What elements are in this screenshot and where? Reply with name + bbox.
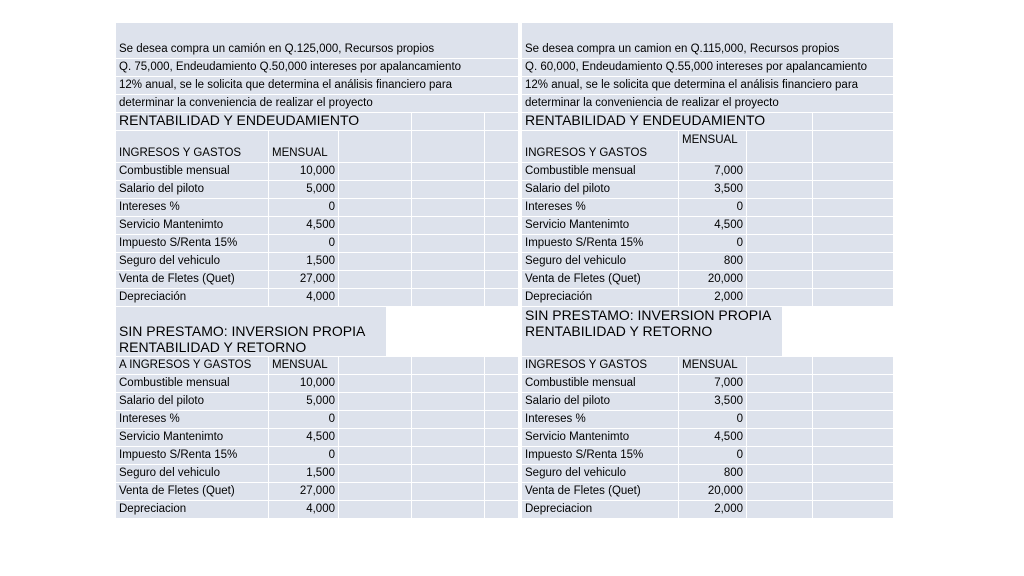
empty-cell — [747, 375, 812, 392]
row-label: Impuesto S/Renta 15% — [522, 235, 678, 252]
empty-cell — [339, 253, 411, 270]
empty-cell — [339, 375, 411, 392]
empty-cell — [412, 163, 484, 180]
empty-cell — [485, 199, 518, 216]
empty-cell — [485, 393, 518, 410]
empty-cell — [339, 393, 411, 410]
empty-cell — [485, 357, 518, 374]
row-value: 1,500 — [269, 465, 338, 482]
empty-cell — [485, 113, 518, 130]
row-value: 0 — [269, 411, 338, 428]
empty-cell — [412, 357, 484, 374]
empty-cell — [747, 217, 812, 234]
row-value: 4,000 — [269, 501, 338, 518]
column-header: MENSUAL — [679, 131, 746, 162]
empty-cell — [747, 393, 812, 410]
row-label: Venta de Fletes (Quet) — [116, 271, 268, 288]
empty-cell — [485, 217, 518, 234]
empty-cell — [339, 131, 411, 162]
row-value: 0 — [679, 235, 746, 252]
row-label: Seguro del vehiculo — [522, 253, 678, 270]
empty-cell — [747, 483, 812, 500]
empty-cell — [339, 181, 411, 198]
empty-cell — [813, 113, 893, 130]
row-label: Combustible mensual — [116, 375, 268, 392]
row-label: Salario del piloto — [116, 393, 268, 410]
empty-cell — [412, 501, 484, 518]
header-line: 12% anual, se le solicita que determina el análisis financiero para — [116, 77, 518, 94]
empty-cell — [813, 357, 893, 374]
row-value: 3,500 — [679, 393, 746, 410]
row-value: 0 — [679, 199, 746, 216]
empty-cell — [747, 411, 812, 428]
empty-cell — [813, 235, 893, 252]
row-label: Servicio Mantenimto — [116, 217, 268, 234]
row-label: Depreciacion — [116, 501, 268, 518]
row-value: 20,000 — [679, 271, 746, 288]
empty-cell — [813, 131, 893, 162]
header-line: Q. 60,000, Endeudamiento Q.55,000 intereses por apalancamiento — [522, 59, 893, 76]
empty-cell — [412, 235, 484, 252]
row-label: Impuesto S/Renta 15% — [522, 447, 678, 464]
row-value: 0 — [269, 235, 338, 252]
empty-cell — [747, 181, 812, 198]
empty-cell — [747, 501, 812, 518]
header-line: 12% anual, se le solicita que determina el análisis financiero para — [522, 77, 893, 94]
empty-cell — [339, 199, 411, 216]
empty-cell — [485, 447, 518, 464]
row-value: 0 — [269, 199, 338, 216]
header-line: Se desea compra un camion en Q.115,000, Recursos propios — [522, 23, 893, 58]
empty-cell — [412, 393, 484, 410]
empty-cell — [485, 465, 518, 482]
row-label: Servicio Mantenimto — [522, 217, 678, 234]
empty-cell — [747, 163, 812, 180]
row-value: 2,000 — [679, 501, 746, 518]
empty-cell — [339, 483, 411, 500]
row-label: Combustible mensual — [116, 163, 268, 180]
row-label: Intereses % — [116, 411, 268, 428]
row-value: 27,000 — [269, 271, 338, 288]
row-label: Salario del piloto — [522, 393, 678, 410]
column-header: A INGRESOS Y GASTOS — [116, 357, 268, 374]
empty-cell — [813, 375, 893, 392]
row-label: Seguro del vehiculo — [116, 253, 268, 270]
row-value: 5,000 — [269, 393, 338, 410]
empty-cell — [412, 483, 484, 500]
empty-cell — [485, 501, 518, 518]
empty-cell — [485, 483, 518, 500]
row-label: Venta de Fletes (Quet) — [522, 271, 678, 288]
row-label: Impuesto S/Renta 15% — [116, 235, 268, 252]
empty-cell — [747, 357, 812, 374]
row-value: 800 — [679, 465, 746, 482]
empty-cell — [412, 181, 484, 198]
empty-cell — [747, 271, 812, 288]
row-value: 0 — [679, 447, 746, 464]
empty-cell — [485, 411, 518, 428]
header-line: determinar la conveniencia de realizar el proyecto — [116, 95, 518, 112]
empty-cell — [747, 131, 812, 162]
row-label: Venta de Fletes (Quet) — [116, 483, 268, 500]
column-header: INGRESOS Y GASTOS — [522, 131, 678, 162]
empty-cell — [813, 429, 893, 446]
empty-cell — [412, 199, 484, 216]
empty-cell — [339, 501, 411, 518]
row-value: 10,000 — [269, 375, 338, 392]
header-line: Q. 75,000, Endeudamiento Q.50,000 intereses por apalancamiento — [116, 59, 518, 76]
section-title: RENTABILIDAD Y ENDEUDAMIENTO — [522, 113, 812, 130]
empty-cell — [485, 429, 518, 446]
empty-cell — [813, 253, 893, 270]
empty-cell — [339, 271, 411, 288]
row-label: Servicio Mantenimto — [116, 429, 268, 446]
empty-cell — [813, 393, 893, 410]
empty-cell — [813, 289, 893, 306]
row-value: 0 — [679, 411, 746, 428]
empty-cell — [747, 465, 812, 482]
row-value: 2,000 — [679, 289, 746, 306]
empty-cell — [339, 411, 411, 428]
empty-cell — [813, 199, 893, 216]
row-value: 3,500 — [679, 181, 746, 198]
row-label: Servicio Mantenimto — [522, 429, 678, 446]
empty-cell — [412, 289, 484, 306]
empty-cell — [747, 199, 812, 216]
empty-cell — [412, 447, 484, 464]
empty-cell — [485, 271, 518, 288]
row-label: Salario del piloto — [522, 181, 678, 198]
empty-cell — [485, 253, 518, 270]
empty-cell — [412, 217, 484, 234]
empty-cell — [485, 235, 518, 252]
row-value: 7,000 — [679, 375, 746, 392]
empty-cell — [412, 271, 484, 288]
row-value: 4,500 — [679, 429, 746, 446]
column-header: INGRESOS Y GASTOS — [116, 131, 268, 162]
empty-cell — [813, 447, 893, 464]
section-title: RENTABILIDAD Y ENDEUDAMIENTO — [116, 113, 411, 130]
row-value: 10,000 — [269, 163, 338, 180]
empty-cell — [485, 375, 518, 392]
header-line: Se desea compra un camión en Q.125,000, Recursos propios — [116, 23, 518, 58]
empty-cell — [412, 253, 484, 270]
empty-cell — [813, 465, 893, 482]
row-value: 5,000 — [269, 181, 338, 198]
row-value: 20,000 — [679, 483, 746, 500]
empty-cell — [485, 289, 518, 306]
row-value: 7,000 — [679, 163, 746, 180]
empty-cell — [747, 429, 812, 446]
row-label: Intereses % — [522, 199, 678, 216]
row-label: Intereses % — [522, 411, 678, 428]
row-value: 800 — [679, 253, 746, 270]
row-label: Combustible mensual — [522, 375, 678, 392]
empty-cell — [339, 465, 411, 482]
empty-cell — [813, 411, 893, 428]
column-header: MENSUAL — [679, 357, 746, 374]
empty-cell — [339, 163, 411, 180]
column-header: MENSUAL — [269, 131, 338, 162]
row-label: Depreciación — [116, 289, 268, 306]
empty-cell — [813, 181, 893, 198]
row-value: 4,500 — [269, 429, 338, 446]
row-label: Depreciación — [522, 289, 678, 306]
empty-cell — [412, 131, 484, 162]
empty-cell — [339, 357, 411, 374]
row-label: Salario del piloto — [116, 181, 268, 198]
row-value: 4,500 — [269, 217, 338, 234]
empty-cell — [747, 447, 812, 464]
section-title: SIN PRESTAMO: INVERSION PROPIA RENTABILIDAD Y RETORNO — [522, 307, 782, 356]
empty-cell — [339, 289, 411, 306]
row-label: Seguro del vehiculo — [522, 465, 678, 482]
row-label: Combustible mensual — [522, 163, 678, 180]
empty-cell — [339, 429, 411, 446]
empty-cell — [747, 253, 812, 270]
empty-cell — [412, 429, 484, 446]
column-header: INGRESOS Y GASTOS — [522, 357, 678, 374]
empty-cell — [485, 131, 518, 162]
row-value: 4,000 — [269, 289, 338, 306]
row-value: 27,000 — [269, 483, 338, 500]
empty-cell — [813, 163, 893, 180]
empty-cell — [485, 181, 518, 198]
empty-cell — [747, 289, 812, 306]
row-label: Venta de Fletes (Quet) — [522, 483, 678, 500]
empty-cell — [339, 217, 411, 234]
empty-cell — [412, 113, 484, 130]
empty-cell — [412, 375, 484, 392]
row-label: Intereses % — [116, 199, 268, 216]
empty-cell — [813, 217, 893, 234]
section-title: SIN PRESTAMO: INVERSION PROPIA RENTABILIDAD Y RETORNO — [116, 307, 386, 356]
row-value: 4,500 — [679, 217, 746, 234]
column-header: MENSUAL — [269, 357, 338, 374]
empty-cell — [339, 235, 411, 252]
empty-cell — [485, 163, 518, 180]
row-label: Impuesto S/Renta 15% — [116, 447, 268, 464]
empty-cell — [813, 483, 893, 500]
empty-cell — [813, 271, 893, 288]
empty-cell — [339, 447, 411, 464]
row-value: 0 — [269, 447, 338, 464]
empty-cell — [412, 411, 484, 428]
row-label: Seguro del vehiculo — [116, 465, 268, 482]
row-label: Depreciacion — [522, 501, 678, 518]
header-line: determinar la conveniencia de realizar el proyecto — [522, 95, 893, 112]
empty-cell — [747, 235, 812, 252]
empty-cell — [412, 465, 484, 482]
row-value: 1,500 — [269, 253, 338, 270]
empty-cell — [813, 501, 893, 518]
